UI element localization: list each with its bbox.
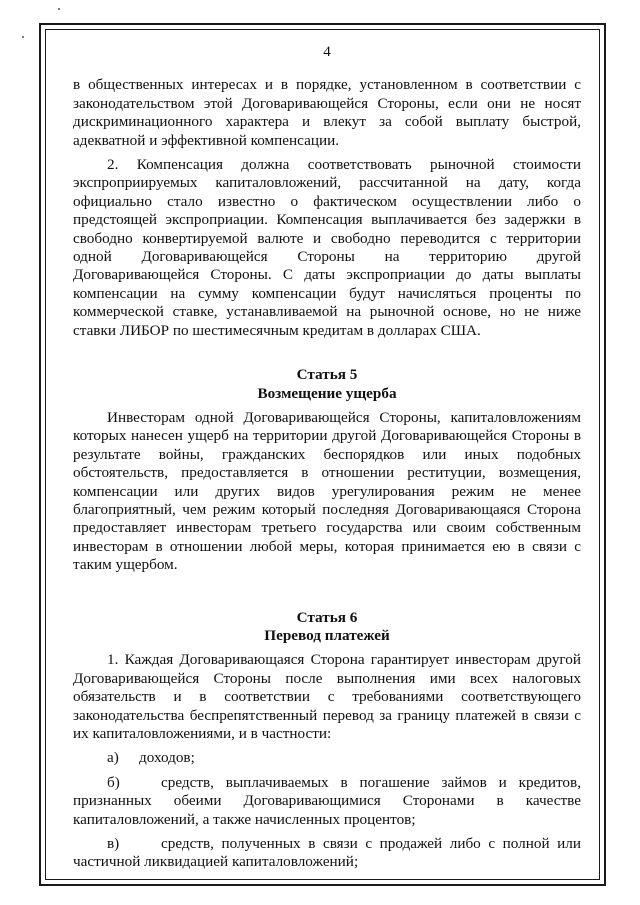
- article-6-title: Перевод платежей: [264, 626, 390, 644]
- list-item-label: а): [107, 749, 119, 767]
- list-item-label: б): [107, 773, 120, 791]
- article-6-intro: 1. Каждая Договаривающаяся Сторона гарантирует инвесторам другой Договаривающейся Стороны после выполнения ими всех налоговых обязательств и в соответствии с требованиями соответствующего законодательства беспрепятственный перевод за границу платежей в связи с их капиталовложениями, и в частности:: [73, 651, 581, 742]
- paragraph-compensation: 2. Компенсация должна соответствовать рыночной стоимости экспроприируемых капиталовложений, рассчитанной на дату, когда официально стало известно о фактическом осуществлении либо о предстоящей экспроприации. Компенсация выплачивается без задержки в свободно конвертируемой валюте и свободно переводится с территории одной Договаривающейся Стороны на территорию другой Договаривающейся Стороны. С даты экспроприации до даты выплаты компенсации на сумму компенсации будут начисляться проценты по коммерческой ставке, устанавливаемой на рыночной основе, но не ниже ставки ЛИБОР по шестимесячным кредитам в долларах США.: [73, 156, 581, 339]
- list-item-label: в): [107, 835, 120, 853]
- paragraph-continuation: в общественных интересах и в порядке, установленном в соответствии с законодательством этой Договаривающейся Стороны, если они не носят дискриминационного характера и влекут за собой выплату быстрой, адекватной и эффективной компенсации.: [73, 76, 581, 149]
- document-body: [73, 43, 581, 872]
- page-number: 4: [323, 43, 331, 60]
- list-item-text: средств, выплачиваемых в погашение займов и кредитов, признанных обеими Договаривающимися Сторонами в качестве капиталовложений, а также начисленных процентов;: [73, 773, 581, 828]
- list-item: [73, 749, 581, 767]
- article-6-number: Статья 6: [296, 608, 358, 626]
- list-item-text: средств, полученных в связи с продажей либо с полной или частичной ликвидацией капиталовложений;: [73, 835, 581, 871]
- list-item-text: доходов;: [139, 749, 195, 767]
- list-item: [73, 774, 581, 829]
- scan-speck: [22, 36, 24, 38]
- list-item: [73, 835, 581, 872]
- scan-speck: [58, 8, 60, 10]
- article-5-number: Статья 5: [296, 366, 358, 384]
- article-5-text: Инвесторам одной Договаривающейся Стороны, капиталовложениям которых нанесен ущерб на территории другой Договаривающейся Стороны в результате войны, гражданских беспорядков или иных подобных обстоятельств, предоставляется в отношении реституции, возмещения, компенсации или других видов урегулирования режим не менее благоприятный, чем режим который последняя Договаривающаяся Сторона предоставляет инвесторам третьего государства или своим собственным инвесторам в отношении любой меры, которая принимается ею в связи с таким ущербом.: [73, 408, 581, 574]
- article-5-title: Возмещение ущерба: [257, 384, 397, 402]
